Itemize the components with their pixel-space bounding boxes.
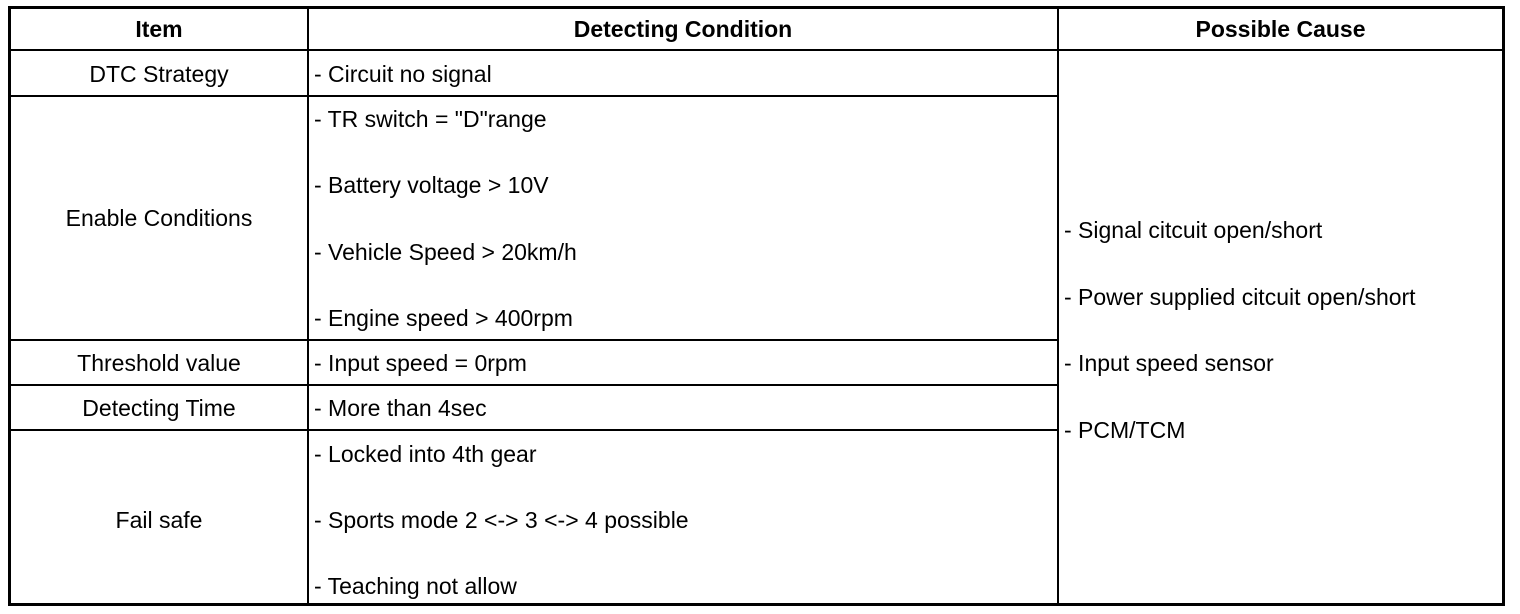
condition-line: - Circuit no signal [314,61,492,87]
condition-line: - Battery voltage > 10V [314,172,549,198]
possible-cause-line: - Power supplied citcuit open/short [1064,284,1416,310]
condition-line: - Vehicle Speed > 20km/h [314,239,577,265]
item-fail-safe: Fail safe [115,507,203,533]
condition-line: - Sports mode 2 <-> 3 <-> 4 possible [314,507,689,533]
header-detecting-condition: Detecting Condition [573,16,793,42]
possible-cause-line: - Signal citcuit open/short [1064,217,1323,243]
column-divider [307,9,309,603]
possible-cause-line: - PCM/TCM [1064,417,1186,443]
item-enable-conditions: Enable Conditions [65,205,253,231]
possible-cause-line: - Input speed sensor [1064,350,1274,376]
header-item: Item [135,16,183,42]
condition-line: - More than 4sec [314,395,487,421]
item-threshold-value: Threshold value [77,350,241,376]
row-divider [11,429,1058,431]
item-dtc-strategy: DTC Strategy [89,61,229,87]
column-divider [1057,9,1059,603]
condition-line: - TR switch = "D"range [314,106,547,132]
condition-line: - Engine speed > 400rpm [314,305,573,331]
row-divider [11,384,1058,386]
condition-line: - Teaching not allow [314,573,517,599]
header-possible-cause: Possible Cause [1195,16,1366,42]
condition-line: - Locked into 4th gear [314,441,537,467]
row-divider [11,95,1058,97]
condition-line: - Input speed = 0rpm [314,350,527,376]
dtc-table [8,6,1505,606]
row-divider [11,339,1058,341]
header-divider [11,49,1502,51]
item-detecting-time: Detecting Time [82,395,236,421]
